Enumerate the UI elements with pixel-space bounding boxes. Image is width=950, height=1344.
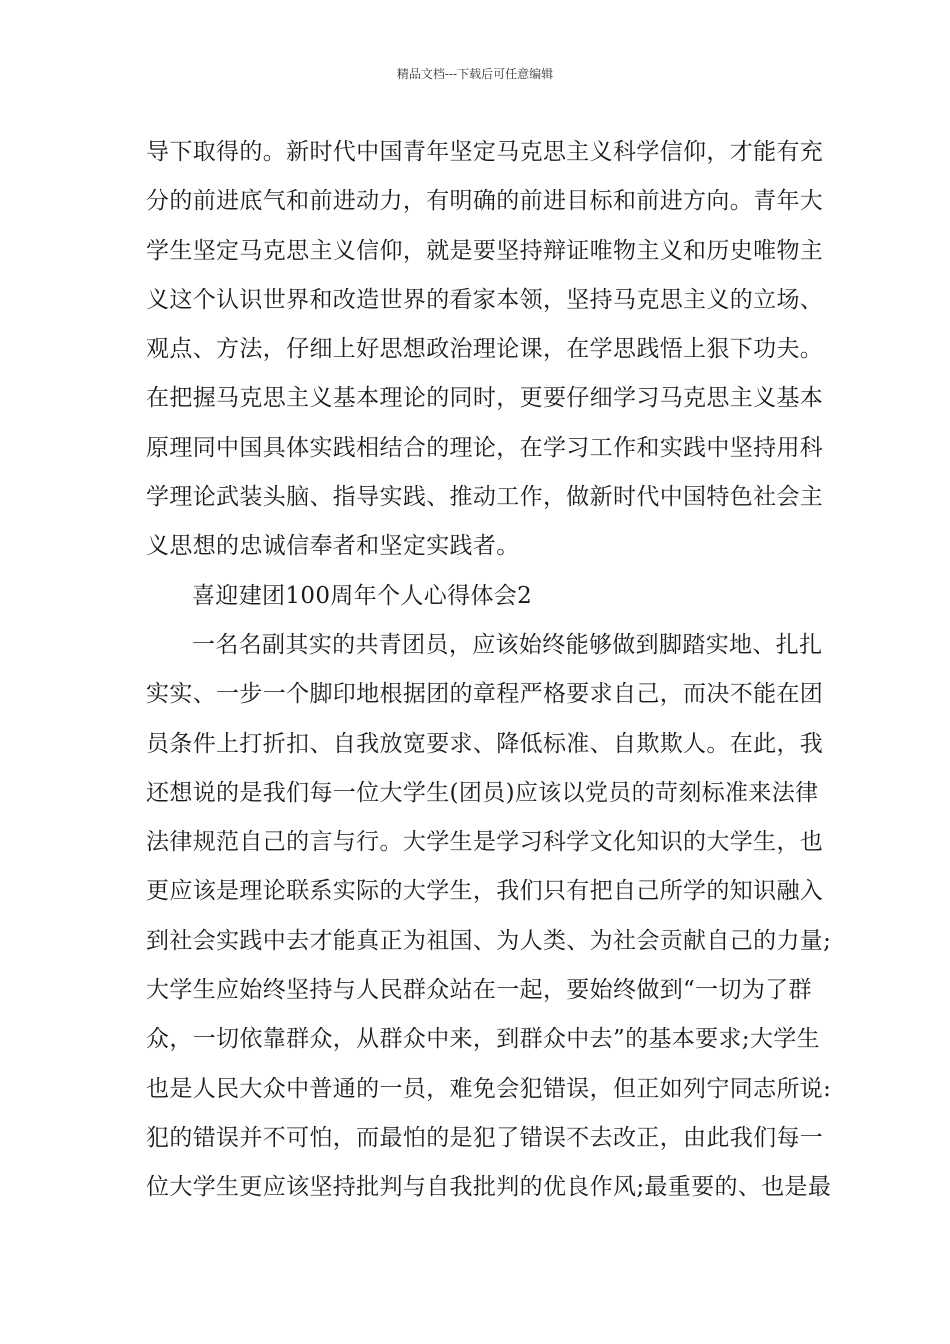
text-line: 义思想的忠诚信奉者和坚定实践者。	[146, 533, 520, 560]
text-line: 位大学生更应该坚持批判与自我批判的优良作风;最重要的、也是最	[146, 1174, 832, 1201]
text-line: 义这个认识世界和改造世界的看家本领，坚持马克思主义的立场、	[146, 286, 824, 313]
text-line: 实实、一步一个脚印地根据团的章程严格要求自己，而决不能在团	[146, 681, 824, 708]
text-line: 更应该是理论联系实际的大学生，我们只有把自己所学的知识融入	[146, 878, 824, 905]
text-line: 原理同中国具体实践相结合的理论，在学习工作和实践中坚持用科	[146, 434, 824, 461]
text-line: 分的前进底气和前进动力，有明确的前进目标和前进方向。青年大	[146, 188, 824, 215]
text-line: 观点、方法，仔细上好思想政治理论课，在学思践悟上狠下功夫。	[146, 336, 824, 363]
text-line: 在把握马克思主义基本理论的同时，更要仔细学习马克思主义基本	[146, 385, 824, 412]
text-line: 学理论武装头脑、指导实践、推动工作，做新时代中国特色社会主	[146, 484, 824, 511]
page-header: 精品文档---下载后可任意编辑	[396, 67, 554, 81]
text-line: 犯的错误并不可怕，而最怕的是犯了错误不去改正，由此我们每一	[146, 1124, 824, 1151]
section-title: 喜迎建团100周年个人心得体会2	[192, 582, 533, 609]
text-line: 法律规范自己的言与行。大学生是学习科学文化知识的大学生，也	[146, 829, 824, 856]
text-line: 还想说的是我们每一位大学生(团员)应该以党员的苛刻标准来法律	[146, 779, 819, 806]
text-line: 也是人民大众中普通的一员，难免会犯错误，但正如列宁同志所说:	[146, 1075, 832, 1102]
document-body	[146, 128, 832, 1213]
text-line: 到社会实践中去才能真正为祖国、为人类、为社会贡献自己的力量;	[146, 927, 832, 954]
text-line: 一名名副其实的共青团员，应该始终能够做到脚踏实地、扎扎	[192, 631, 823, 658]
text-line: 学生坚定马克思主义信仰，就是要坚持辩证唯物主义和历史唯物主	[146, 237, 824, 264]
text-line: 导下取得的。新时代中国青年坚定马克思主义科学信仰，才能有充	[146, 139, 824, 165]
text-line: 大学生应始终坚持与人民群众站在一起，要始终做到“一切为了群	[146, 977, 812, 1004]
text-line: 员条件上打折扣、自我放宽要求、降低标准、自欺欺人。在此，我	[146, 730, 824, 757]
text-line: 众，一切依靠群众，从群众中来，到群众中去”的基本要求;大学生	[146, 1026, 821, 1053]
